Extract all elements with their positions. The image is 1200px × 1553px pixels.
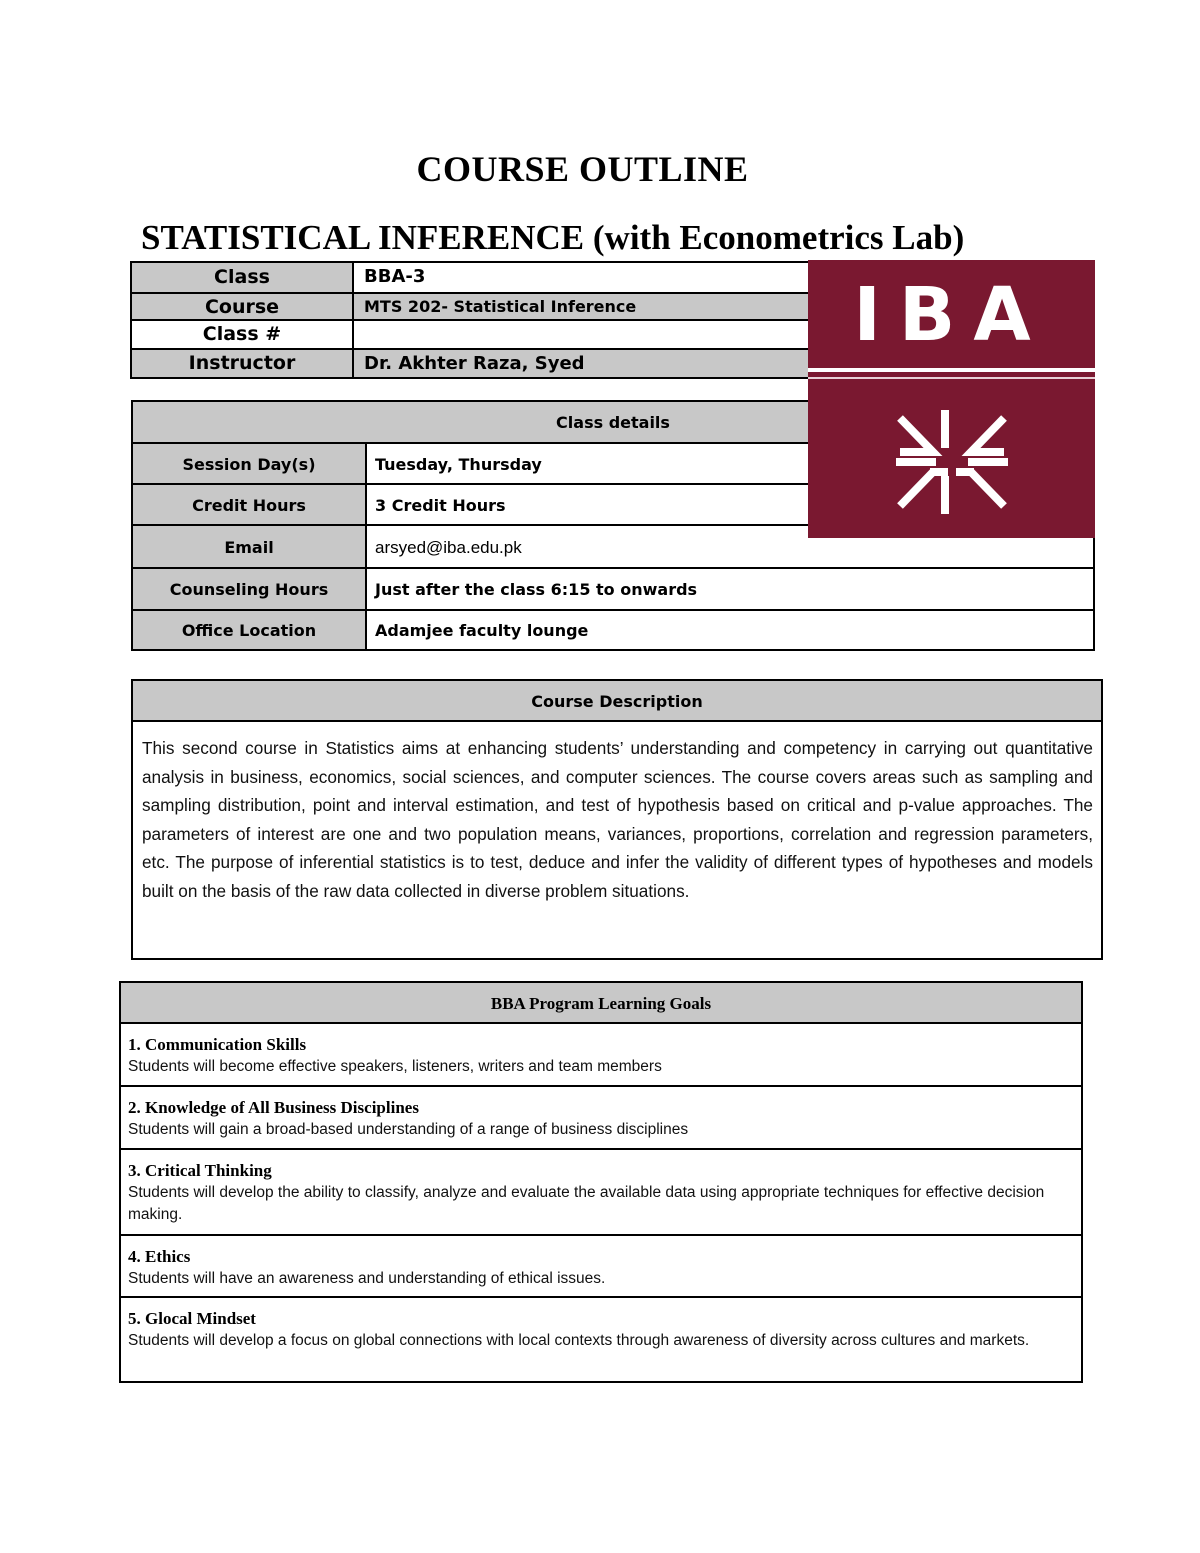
details-label: Session Day(s)	[133, 444, 367, 483]
details-row-office	[133, 611, 1093, 649]
info-value	[354, 321, 808, 348]
details-label: Office Location	[133, 611, 367, 649]
info-label: Class #	[132, 321, 354, 348]
learning-goals-table	[119, 981, 1083, 1383]
class-details-heading: Class details	[133, 402, 1093, 444]
goal-description: Students will have an awareness and understanding of ethical issues.	[128, 1270, 606, 1287]
info-label: Class	[132, 263, 354, 292]
details-label: Counseling Hours	[133, 569, 367, 609]
goal-title: 4. Ethics	[128, 1247, 191, 1266]
info-value: MTS 202- Statistical Inference	[354, 294, 808, 319]
details-value: Adamjee faculty lounge	[375, 621, 589, 640]
goal-item	[121, 1236, 1081, 1298]
goal-item	[121, 1024, 1081, 1087]
goal-title: 1. Communication Skills	[128, 1035, 307, 1054]
learning-goals-heading: BBA Program Learning Goals	[121, 983, 1081, 1024]
course-description-heading: Course Description	[133, 681, 1101, 722]
info-value: Dr. Akhter Raza, Syed	[354, 350, 808, 377]
goal-item	[121, 1298, 1081, 1381]
goal-item	[121, 1150, 1081, 1236]
goal-description: Students will become effective speakers, listeners, writers and team members	[128, 1058, 662, 1075]
details-row-counseling	[133, 569, 1093, 611]
goal-item	[121, 1087, 1081, 1150]
info-label: Instructor	[132, 350, 354, 377]
info-row-course	[132, 292, 808, 321]
goal-description: Students will gain a broad-based understanding of a range of business disciplines	[128, 1121, 689, 1138]
info-row-class	[132, 263, 808, 292]
goal-title: 2. Knowledge of All Business Disciplines	[128, 1098, 419, 1117]
goal-title: 5. Glocal Mindset	[128, 1309, 256, 1328]
iba-logo-icon	[808, 260, 1095, 538]
page-title: COURSE OUTLINE	[416, 149, 749, 189]
info-value: BBA-3	[354, 263, 808, 292]
course-description-section	[131, 679, 1103, 960]
goal-description: Students will develop the ability to classify, analyze and evaluate the available data using appropriate techniques for effective decision making.	[128, 1184, 1045, 1223]
goal-description: Students will develop a focus on global connections with local contexts through awareness of diversity across cultures and markets.	[128, 1332, 1030, 1349]
course-description-text: This second course in Statistics aims at enhancing students’ understanding and competency in carrying out quantitative analysis in business, economics, social sciences, and computer sciences. The course covers areas such as sampling and sampling distribution, point and interval estimation, and test of hypothesis based on critical and p-value approaches. The parameters of interest are one and two population means, variances, proportions, correlation and regression parameters, etc. The purpose of inferential statistics is to test, deduce and infer the validity of different types of hypotheses and models built on the basis of the raw data collected in diverse problem situations.	[142, 738, 1093, 901]
details-value: 3 Credit Hours	[375, 496, 506, 515]
info-row-instructor	[132, 350, 808, 377]
logo-text: IBA	[853, 272, 1049, 358]
info-label: Course	[132, 294, 354, 319]
goal-title: 3. Critical Thinking	[128, 1161, 272, 1180]
email-link[interactable]: arsyed@iba.edu.pk	[375, 538, 522, 557]
details-label: Email	[133, 526, 367, 567]
iba-logo	[808, 260, 1095, 538]
course-info-table	[130, 261, 810, 379]
info-row-class-number	[132, 321, 808, 350]
course-subtitle: STATISTICAL INFERENCE (with Econometrics Lab)	[141, 218, 965, 257]
details-label: Credit Hours	[133, 485, 367, 524]
details-value: Tuesday, Thursday	[375, 455, 542, 474]
details-value: Just after the class 6:15 to onwards	[375, 580, 698, 599]
